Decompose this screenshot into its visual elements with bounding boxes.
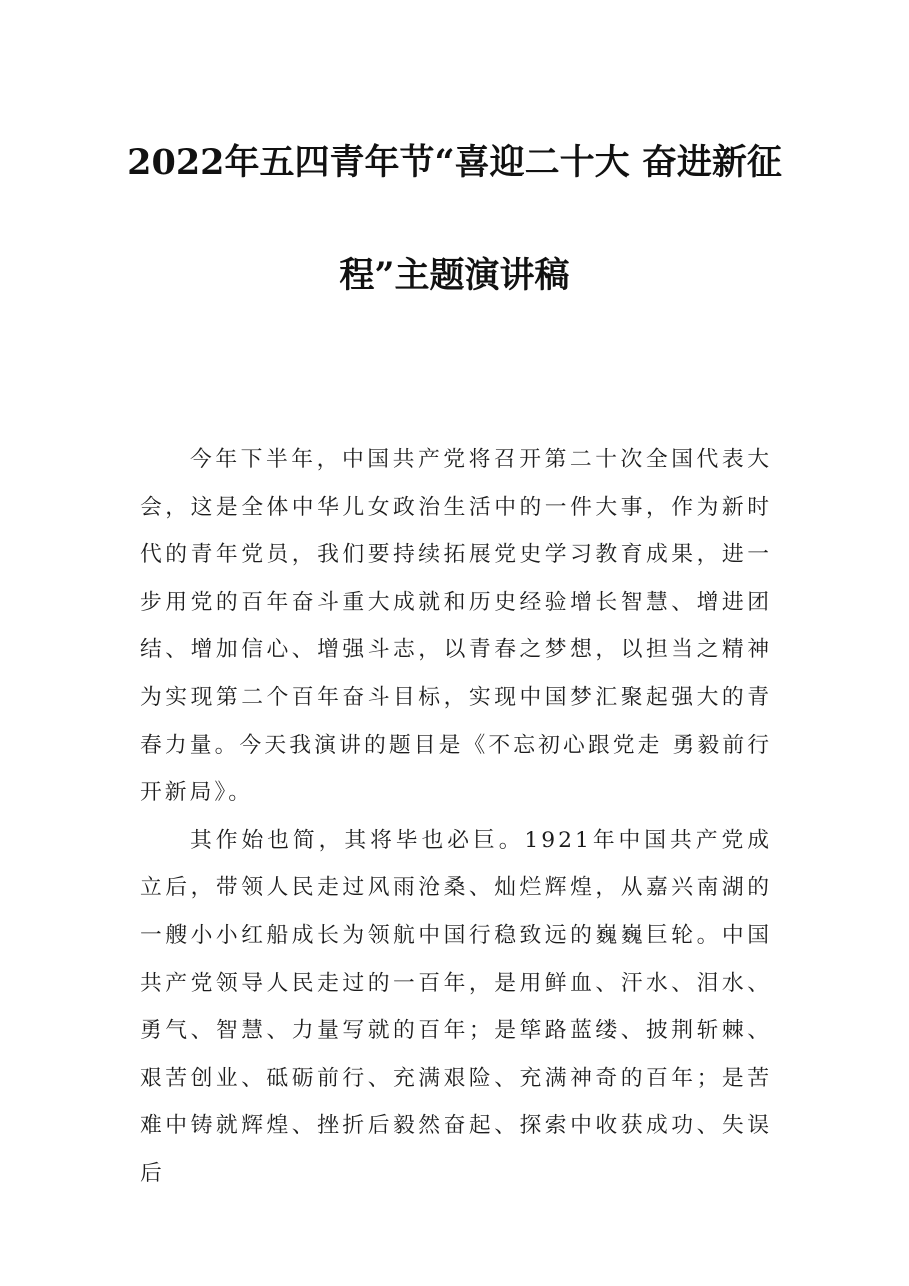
document-title-line-1: 2022年五四青年节“喜迎二十大 奋进新征 xyxy=(127,142,782,183)
paragraph-2: 其作始也简，其将毕也必巨。1921年中国共产党成立后，带领人民走过风雨沧桑、灿烂辉煌，从嘉兴南湖的一艘小小红船成长为领航中国行稳致远的巍巍巨轮。中国共产党领导人民走过的一百年，是用鲜血、汗水、泪水、勇气、智慧、力量写就的百年；是筚路蓝缕、披荆斩棘、艰苦创业、砥砺前行、充满艰险、充满神奇的百年；是苦难中铸就辉煌、挫折后毅然奋起、探索中收获成功、失误后 xyxy=(140,827,772,1186)
document-title-line-2: 程”主题演讲稿 xyxy=(339,255,570,296)
document-body xyxy=(140,436,772,1198)
paragraph-1: 今年下半年，中国共产党将召开第二十次全国代表大会，这是全体中华儿女政治生活中的一件大事，作为新时代的青年党员，我们要持续拓展党史学习教育成果，进一步用党的百年奋斗重大成就和历史经验增长智慧、增进团结、增加信心、增强斗志，以青春之梦想，以担当之精神为实现第二个百年奋斗目标，实现中国梦汇聚起强大的青春力量。今天我演讲的题目是《不忘初心跟党走 勇毅前行开新局》。 xyxy=(140,447,772,806)
